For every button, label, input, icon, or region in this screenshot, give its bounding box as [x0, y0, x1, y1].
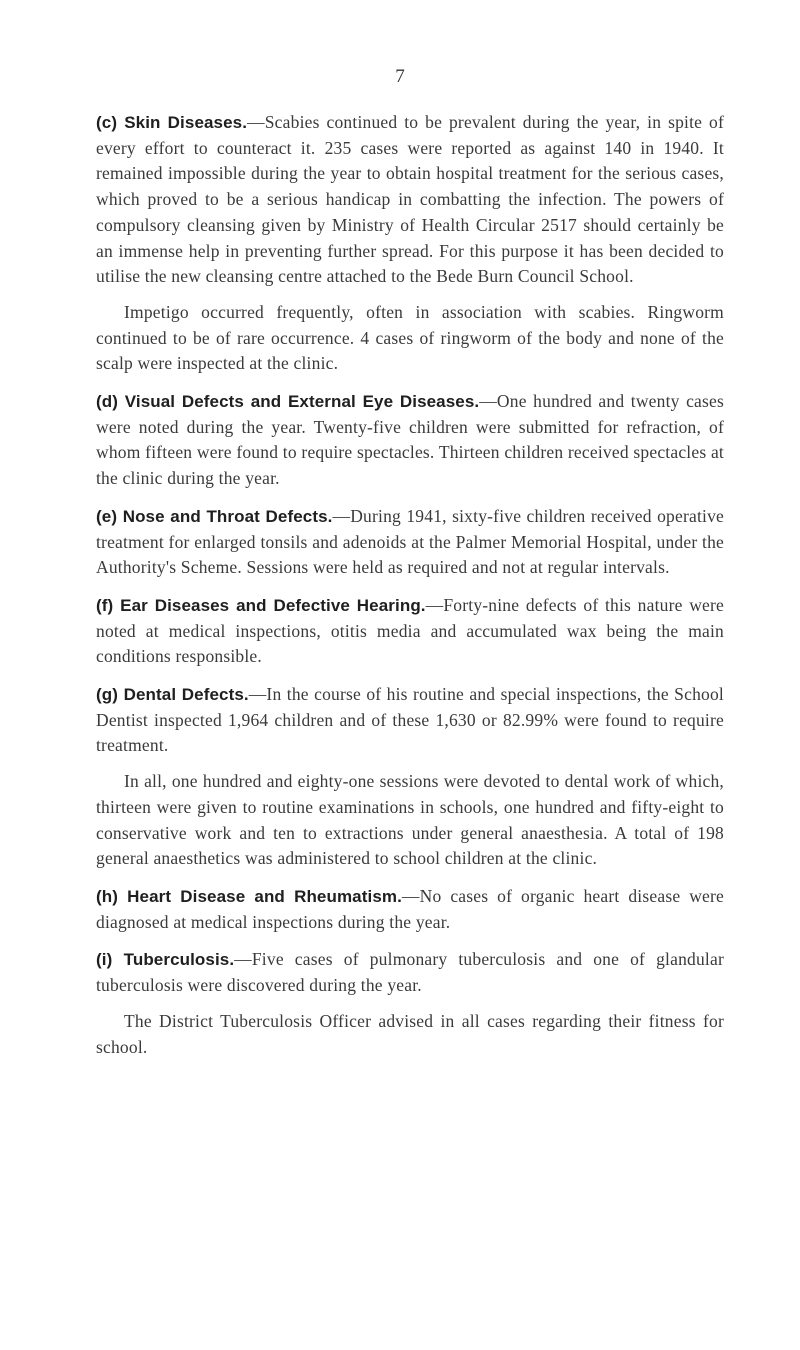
section-skin-diseases: (c) Skin Diseases.—Scabies continued to be prevalent during the year, in spite of every effort to counteract it. 235 cases were reported as against 140 in 1940. It remained impossible during the year to obtain hospital treatment for the serious cases, which proved to be a serious handicap in combatting the infection. The powers of compulsory cleansing given by Ministry of Health Circular 2517 should certainly be an immense help in preventing further spread. For this purpose it has been decided to utilise the new cleansing centre attached to the Bede Burn Council School.	[96, 112, 725, 287]
section-heading: (c) Skin Diseases.	[96, 113, 248, 132]
section-heading: (h) Heart Disease and Rheumatism.	[96, 886, 402, 906]
page-number: 7	[395, 66, 405, 87]
section-tuberculosis: (i) Tuberculosis.—Five cases of pulmonary tuberculosis and one of glandular tuberculosis were discovered during the year.	[96, 949, 724, 996]
section-ear-diseases: (f) Ear Diseases and Defective Hearing.—Forty-nine defects of this nature were noted at medical inspections, otitis media and accumulated wax being the main conditions responsible.	[96, 594, 724, 667]
section-dental-defects-paragraph-2: In all, one hundred and eighty-one sessions were devoted to dental work of which, thirteen were given to routine examinations in schools, one hundred and fifty-eight to conservative work and ten to extractions under general anaesthesia. A total of 198 general anaesthetics was administered to school children at the clinic.	[96, 771, 724, 869]
section-heading: (d) Visual Defects and External Eye Diseases.	[96, 392, 480, 412]
section-visual-defects: (d) Visual Defects and External Eye Diseases.—One hundred and twenty cases were noted during the year. Twenty-five children were submitted for refraction, of whom fifteen were found to require spectacles. Thirteen children received spectacles at the clinic during the year.	[96, 391, 724, 489]
section-heading: (i) Tuberculosis.	[96, 950, 235, 970]
section-dental-defects: (g) Dental Defects.—In the course of his routine and special inspections, the School Dentist inspected 1,964 children and of these 1,630 or 82.99% were found to require treatment.	[96, 684, 724, 756]
section-heart-disease: (h) Heart Disease and Rheumatism.—No cases of organic heart disease were diagnosed at medical inspections during the year.	[96, 885, 724, 932]
section-heading: (f) Ear Diseases and Defective Hearing.	[96, 595, 426, 615]
section-text: Five cases of pulmonary tuberculosis and one of glandular tuberculosis were discovered during the year.	[96, 949, 724, 996]
section-text: No cases of organic heart disease were diagnosed at medical inspections during the year.	[96, 885, 724, 932]
section-text: During 1941, sixty-five children received operative treatment for enlarged tonsils and adenoids at the Palmer Memorial Hospital, under the Authority's Scheme. Sessions were held as required and not at regular intervals.	[96, 505, 725, 578]
section-text: In the course of his routine and special inspections, the School Dentist inspected 1,964 children and of these 1,630 or 82.99% were found to require treatment.	[96, 684, 724, 756]
document-body	[96, 110, 724, 1060]
section-text: Forty-nine defects of this nature were noted at medical inspections, otitis media and accumulated wax being the main conditions responsible.	[96, 594, 724, 667]
section-nose-throat: (e) Nose and Throat Defects.—During 1941, sixty-five children received operative treatment for enlarged tonsils and adenoids at the Palmer Memorial Hospital, under the Authority's Scheme. Sessions were held as required and not at regular intervals.	[96, 505, 725, 578]
section-heading: (e) Nose and Throat Defects.	[96, 506, 333, 526]
section-heading: (g) Dental Defects.	[96, 685, 249, 705]
section-skin-diseases-paragraph-2: Impetigo occurred frequently, often in association with scabies. Ringworm continued to be of rare occurrence. 4 cases of ringworm of the body and none of the scalp were inspected at the clinic.	[96, 301, 724, 374]
section-text: Scabies continued to be prevalent during the year, in spite of every effort to counteract it. 235 cases were reported as against 140 in 1940. It remained impossible during the year to obtain hospital treatment for the serious cases, which proved to be a serious handicap in combatting the infection. The powers of compulsory cleansing given by Ministry of Health Circular 2517 should certainly be an immense help in preventing further spread. For this purpose it has been decided to utilise the new cleansing centre attached to the Bede Burn Council School.	[96, 112, 725, 287]
section-text: One hundred and twenty cases were noted during the year. Twenty-five children were submitted for refraction, of whom fifteen were found to require spectacles. Thirteen children received spectacles at the clinic during the year.	[96, 391, 724, 489]
section-tuberculosis-paragraph-2: The District Tuberculosis Officer advised in all cases regarding their fitness for school.	[96, 1010, 724, 1057]
